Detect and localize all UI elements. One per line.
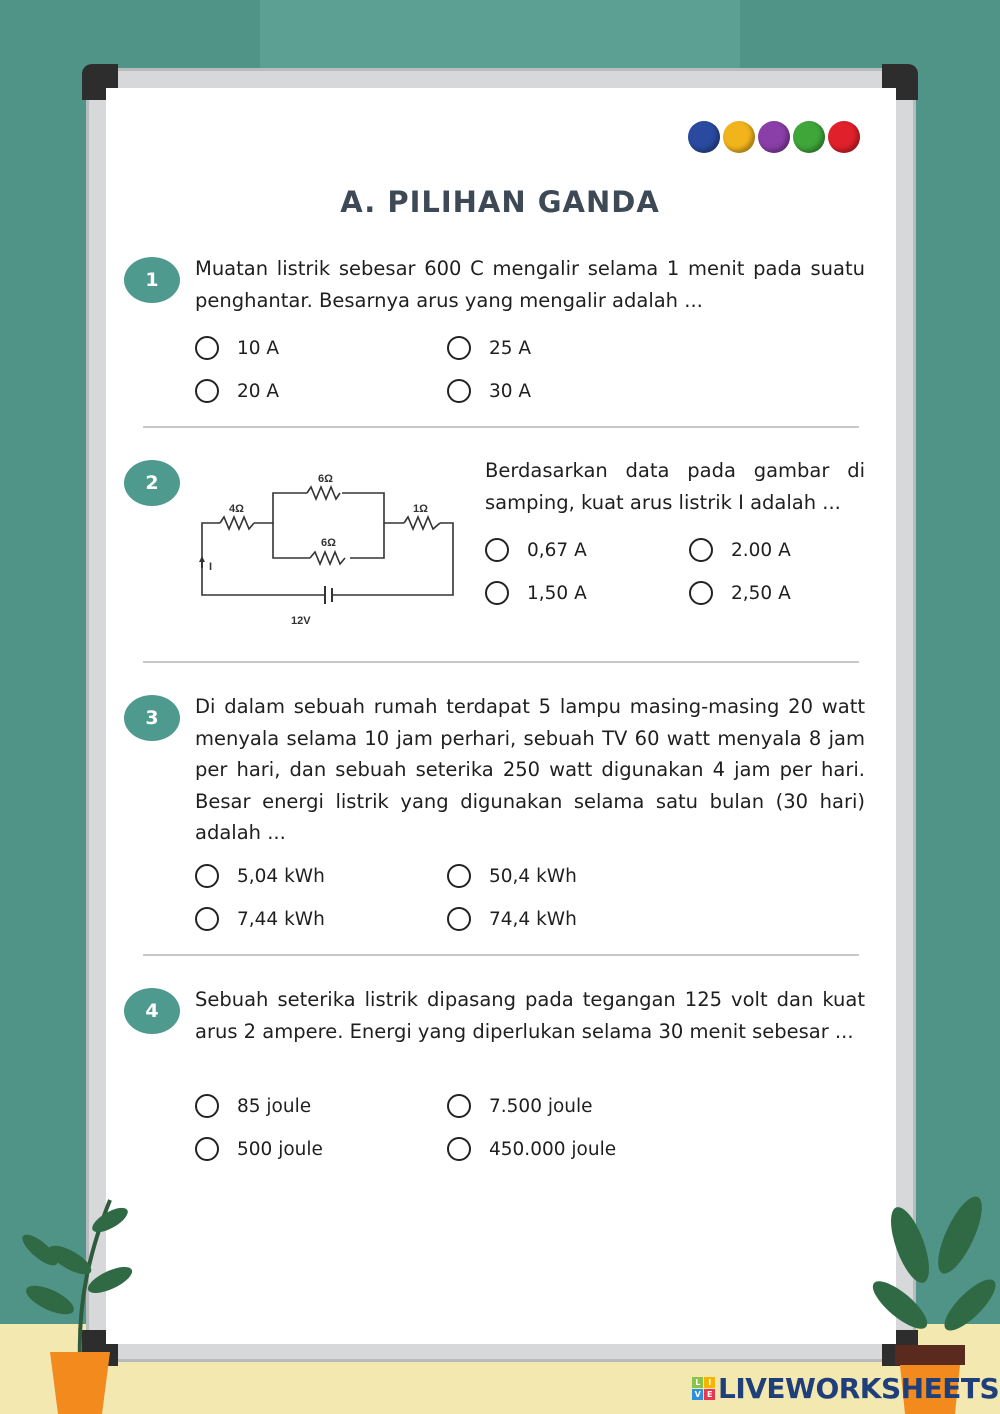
- purple-dot: [758, 121, 790, 153]
- option-label: 7,44 kWh: [237, 908, 325, 930]
- option-label: 74,4 kWh: [489, 908, 577, 930]
- option[interactable]: [195, 1137, 323, 1161]
- option[interactable]: [689, 538, 791, 562]
- radio-button[interactable]: [195, 907, 219, 931]
- option[interactable]: [485, 581, 587, 605]
- option-label: 450.000 joule: [489, 1138, 617, 1160]
- radio-button[interactable]: [195, 336, 219, 360]
- option[interactable]: [447, 1094, 593, 1118]
- option[interactable]: [485, 538, 587, 562]
- liveworksheets-logo: [692, 1372, 999, 1405]
- question-number: 3: [124, 695, 180, 741]
- resistor-label: 6Ω: [318, 473, 333, 485]
- question-text: Muatan listrik sebesar 600 C mengalir selama 1 menit pada suatu penghantar. Besarnya arus yang mengalir adalah ...: [195, 257, 865, 312]
- logo-letter: V: [692, 1389, 703, 1400]
- option-label: 7.500 joule: [489, 1095, 593, 1117]
- option-label: 25 A: [489, 337, 532, 359]
- plant-left-icon: [10, 1190, 140, 1414]
- voltage-label: 12V: [291, 615, 311, 627]
- logo-letter: E: [704, 1389, 715, 1400]
- radio-button[interactable]: [447, 907, 471, 931]
- question-text: Sebuah seterika listrik dipasang pada tegangan 125 volt dan kuat arus 2 ampere. Energi yang diperlukan selama 30 menit sebesar ...: [195, 988, 865, 1043]
- current-label: I: [209, 561, 213, 573]
- option[interactable]: [195, 336, 279, 360]
- option[interactable]: [447, 907, 577, 931]
- radio-button[interactable]: [485, 581, 509, 605]
- question-number: 4: [124, 988, 180, 1034]
- question-number: 1: [124, 257, 180, 303]
- radio-button[interactable]: [447, 1094, 471, 1118]
- option[interactable]: [447, 379, 531, 403]
- divider: [143, 954, 859, 956]
- question-text: Di dalam sebuah rumah terdapat 5 lampu masing-masing 20 watt menyala selama 10 jam perhari, sebuah TV 60 watt menyala 8 jam per hari, dan sebuah seterika 250 watt digunakan 4 jam per hari. Besar energi listrik yang digunakan selama satu bulan (30 hari) adalah ...: [195, 695, 865, 844]
- blue-dot: [688, 121, 720, 153]
- option-label: 10 A: [237, 337, 280, 359]
- resistor-label: 1Ω: [413, 503, 428, 515]
- option-label: 5,04 kWh: [237, 865, 325, 887]
- option-label: 2.00 A: [731, 539, 791, 561]
- divider: [143, 661, 859, 663]
- option[interactable]: [195, 379, 279, 403]
- yellow-dot: [723, 121, 755, 153]
- option[interactable]: [195, 864, 325, 888]
- radio-button[interactable]: [689, 538, 713, 562]
- color-dots: [688, 121, 860, 153]
- option-label: 0,67 A: [527, 539, 587, 561]
- option-label: 50,4 kWh: [489, 865, 577, 887]
- radio-button[interactable]: [447, 379, 471, 403]
- option[interactable]: [195, 1094, 311, 1118]
- option[interactable]: [447, 336, 531, 360]
- question-text: Berdasarkan data pada gambar di samping, kuat arus listrik I adalah ...: [485, 459, 865, 514]
- option-label: 20 A: [237, 380, 280, 402]
- divider: [143, 426, 859, 428]
- green-dot: [793, 121, 825, 153]
- circuit-diagram: [190, 460, 470, 640]
- resistor-label: 6Ω: [321, 537, 336, 549]
- question-number: 2: [124, 460, 180, 506]
- radio-button[interactable]: [195, 379, 219, 403]
- option[interactable]: [195, 907, 325, 931]
- option-label: 1,50 A: [527, 582, 587, 604]
- radio-button[interactable]: [195, 864, 219, 888]
- radio-button[interactable]: [447, 1137, 471, 1161]
- radio-button[interactable]: [195, 1137, 219, 1161]
- radio-button[interactable]: [689, 581, 713, 605]
- section-title: A. PILIHAN GANDA: [340, 185, 660, 219]
- option[interactable]: [689, 581, 791, 605]
- option-label: 85 joule: [237, 1095, 312, 1117]
- radio-button[interactable]: [485, 538, 509, 562]
- option[interactable]: [447, 864, 577, 888]
- radio-button[interactable]: [447, 336, 471, 360]
- option[interactable]: [447, 1137, 616, 1161]
- logo-letter: I: [704, 1377, 715, 1388]
- logo-mark: [692, 1377, 715, 1400]
- radio-button[interactable]: [447, 864, 471, 888]
- option-label: 2,50 A: [731, 582, 791, 604]
- logo-text: LIVEWORKSHEETS: [718, 1372, 1000, 1405]
- option-label: 30 A: [489, 380, 532, 402]
- red-dot: [828, 121, 860, 153]
- radio-button[interactable]: [195, 1094, 219, 1118]
- resistor-label: 4Ω: [229, 503, 244, 515]
- logo-letter: L: [692, 1377, 703, 1388]
- option-label: 500 joule: [237, 1138, 323, 1160]
